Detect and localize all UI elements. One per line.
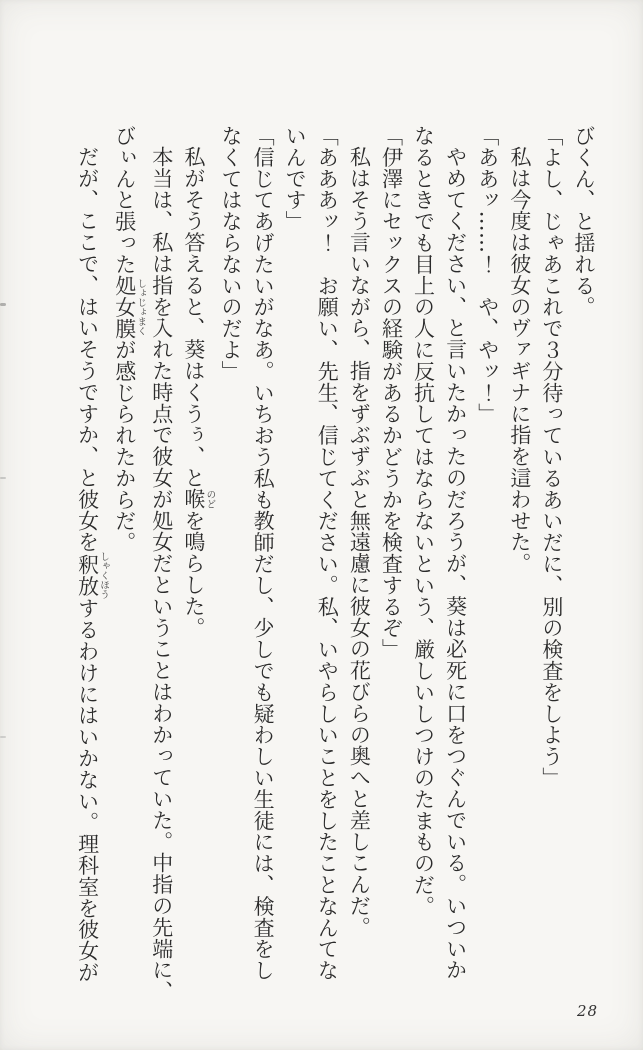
text-line: 「伊澤にセックスの経験があるかどうかを検査するぞ」 [379,125,404,660]
text-line: 本当は、私は指を入れた時点で彼女が処女だということはわかっていた。中指の先端に、 [149,146,174,1002]
text-line: 私はそう言いながら、指をずぶずぶと無遠慮に彼女の花びらの奥へと差しこんだ。 [347,146,372,938]
text-line: びぃんと張った処女膜しょじょまくが感じられたからだ。 [112,125,147,554]
text-line: だが、ここで、はいそうですか、と彼女を釈放しゃくほうするわけにはいかない。理科室を彼女が [75,146,110,983]
text-line: なくてはならないのだよ」 [218,125,243,382]
scan-artifact [0,303,6,306]
text-line: やめてください、と言いたかったのだろうが、葵は必死に口をつぐんでいる。いついか [443,146,468,981]
text-line: 「信じてあげたいがなあ。いちおう私も教師だし、少しでも疑わしい生徒には、検査をし [251,125,276,981]
scan-artifact [0,736,6,738]
text-line: 「よし、じゃあこれで３分待っているあいだに、別の検査をしよう」 [539,125,564,789]
text-line: いんです」 [283,125,308,232]
text-line: なるときでも目上の人に反抗してはならないという、厳しいしつけのたまものだ。 [411,125,436,917]
text-line: 私がそう答えると、葵はくうぅ、と喉のどを鳴らした。 [181,146,216,639]
text-line: 私は今度は彼女のヴァギナに指を這わせた。 [507,146,532,574]
text-line: 「ああッ……！ や、やッ！」 [475,125,500,425]
text-line: びくん、と揺れる。 [572,125,596,318]
text-block [72,125,601,1002]
scan-artifact [0,477,6,479]
page-number: 28 [577,1002,599,1020]
text-line: 「あああッ！ お願い、先生、信じてください。私、いやらしいことをしたことなんてな [315,125,340,981]
